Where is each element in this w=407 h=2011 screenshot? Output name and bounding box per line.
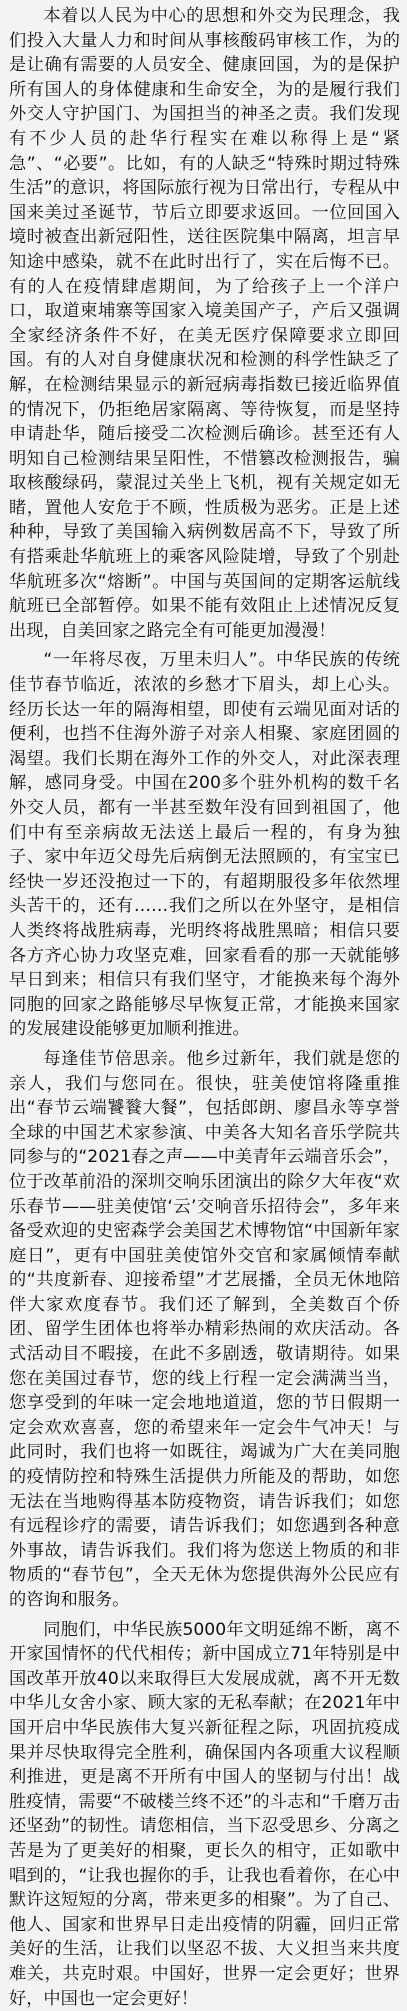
article-paragraph-2: “一年将尽夜，万里未归人”。中华民族的传统佳节春节临近，浓浓的乡愁才下眉头，却上心头。经历长达一年的隔海相望，即使有云端见面对话的便利，也挡不住海外游子对亲人相聚、家庭团圆的渴望。我们长期在海外工作的外交人，对此深表理解，感同身受。中国在200多个驻外机构的数千名外交人员，都有一半甚至数年没有回到祖国了，他们中有至亲病故无法送上最后一程的，有身为独子、家中年迈父母先后病倒无法照顾的，有宝宝已经快一岁还没抱过一下的，有超期服役多年依然埋头苦干的，还有……我们之所以在外坚守，是相信人类终将战胜病毒，光明终将战胜黑暗；相信只要各方齐心协力攻坚克难，回家看看的那一天就能够早日到来；相信只有我们坚守，才能换来每个海外同胞的回家之路能够尽早恢复正常，才能换来国家的发展建设能够更加顺利推进。 xyxy=(9,650,400,1040)
article-paragraph-3: 每逢佳节倍思亲。他乡过新年，我们就是您的亲人，我们与您同在。很快，驻美使馆将隆重推出“春节云端饕餮大餐”，包括郎朗、廖昌永等享誉全球的中国艺术家参演、中美各大知名音乐学院共同参与的“2021春之声——中美青年云端音乐会”，位于改革前沿的深圳交响乐团演出的除夕大年夜“欢乐春节——驻美使馆‘云’交响音乐招待会”，多年来备受欢迎的史密森学会美国艺术博物馆“中国新年家庭日”，更有中国驻美使馆外交官和家属倾情奉献的“共度新春、迎接希望”才艺展播，全员无休地陪伴大家欢度春节。我们还了解到，全美数百个侨团、留学生团体也将举办精彩热闹的欢庆活动。各式活动目不暇接，在此不多剧透，敬请期待。如果您在美国过春节，您的线上行程一定会满满当当，您享受到的年味一定会地地道道，您的节日假期一定会欢欢喜喜，您的希望来年一定会牛气冲天！与此同时，我们也将一如既往，竭诚为广大在美同胞的疫情防控和特殊生活提供力所能及的帮助，如您无法在当地购得基本防疫物资，请告诉我们；如您有远程诊疗的需要，请告诉我们；如您遇到各种意外事故，请告诉我们。我们将为您送上物质的和非物质的“春节包”，全天无休为您提供海外公民应有的咨询和服务。 xyxy=(9,1048,400,1610)
article-paragraph-1: 本着以人民为中心的思想和外交为民理念，我们投入大量人力和时间从事核酸码审核工作，为的是让确有需要的人员安全、健康回国，为的是保护所有国人的身体健康和生命安全，为的是履行我们外交人守护国门、为国担当的神圣之责。我们发现有不少人员的赴华行程实在难以称得上是“紧急”、“必要”。比如，有的人缺乏“特殊时期过特殊生活”的意识，将国际旅行视为日常出行，专程从中国来美过圣诞节，节后立即要求返回。一位回国入境时被查出新冠阳性，送往医院集中隔离，坦言早知途中感染，就不在此时出行了，实在后悔不已。有的人在疫情肆虐期间，为了给孩子上一个洋户口，取道柬埔寨等国家入境美国产子，产后又强调全家经济条件不好，在美无医疗保障要求立即回国。有的人对自身健康状况和检测的科学性缺乏了解，在检测结果显示的新冠病毒指数已接近临界值的情况下，仍拒绝居家隔离、等待恢复，而是坚持申请赴华，随后接受二次检测后确诊。甚至还有人明知自己检测结果呈阳性，不惜篡改检测报告，骗取核酸绿码，蒙混过关坐上飞机，视有关规定如无睹，置他人安危于不顾，性质极为恶劣。正是上述种种，导致了美国输入病例数居高不下，导致了所有搭乘赴华航班上的乘客风险陡增，导致了个别赴华航班多次“熔断”。中国与英国间的定期客运航线航班已全部暂停。如果不能有效阻止上述情况反复出现，自美回家之路完全有可能更加漫漫！ xyxy=(9,6,400,641)
article-paragraph-4: 同胞们，中华民族5000年文明延绵不断，离不开家国情怀的代代相传；新中国成立71年特别是中国改革开放40以来取得巨大发展成就，离不开无数中华儿女舍小家、顾大家的无私奉献；在2021年中国开启中华民族伟大复兴新征程之际，巩固抗疫成果并尽快取得完全胜利，确保国内各项重大议程顺利推进，更是离不开所有中国人的坚韧与付出！战胜疫情，需要“不破楼兰终不还”的斗志和“千磨万击还坚劲”的韧性。请您相信，当下忍受思乡、分离之苦是为了更美好的相聚，更长久的相守，正如歌中唱到的，“让我也握你的手，让我也看着你，在心中默许这短短的分离，带来更多的相聚”。为了自己、他人、国家和世界早日走出疫情的阴霾，回归正常美好的生活，让我们以坚忍不拔、大义担当来共度难关，共克时艰。中国好，世界一定会更好；世界好，中国也一定会更好！ xyxy=(9,1619,400,2009)
